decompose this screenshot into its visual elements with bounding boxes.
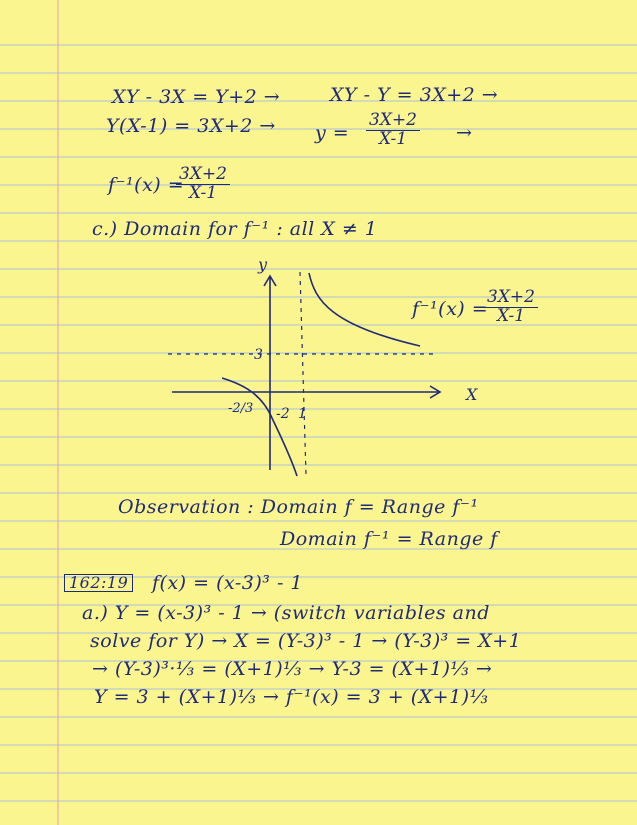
derivation-line1-left: XY - 3X = Y+2 → [112, 86, 281, 108]
label-neg-two: -2 [276, 406, 290, 422]
derivation-line2-left: Y(X-1) = 3X+2 → [106, 115, 276, 137]
derivation-fraction-denominator: X-1 [378, 128, 408, 149]
inverse-denominator: X-1 [188, 182, 218, 203]
problem-statement: f(x) = (x-3)³ - 1 [152, 572, 303, 594]
label-one: 1 [298, 406, 307, 422]
graph-formula-label: f⁻¹(x) = [412, 298, 489, 320]
derivation-fraction-numerator: 3X+2 [366, 112, 420, 131]
label-neg-two-thirds: -2/3 [228, 401, 254, 416]
y-axis-label: y [258, 255, 268, 274]
problem-tag: 162:19 [64, 574, 133, 592]
problem-line-d: Y = 3 + (X+1)⅓ → f⁻¹(x) = 3 + (X+1)⅓ [94, 686, 489, 708]
graph-formula-numerator: 3X+2 [484, 289, 538, 308]
observation-line2: Domain f⁻¹ = Range f [280, 528, 498, 550]
problem-line-b: solve for Y) → X = (Y-3)³ - 1 → (Y-3)³ = X+1 [90, 630, 522, 652]
x-axis-label: X [466, 385, 478, 404]
derivation-y-label: y = [315, 122, 350, 144]
graph-formula-fraction [484, 289, 538, 326]
problem-line-c: → (Y-3)³·⅓ = (X+1)⅓ → Y-3 = (X+1)⅓ → [92, 658, 493, 680]
problem-line-a: a.) Y = (x-3)³ - 1 → (switch variables and [82, 602, 490, 624]
domain-statement: c.) Domain for f⁻¹ : all X ≠ 1 [92, 218, 378, 240]
inverse-numerator: 3X+2 [176, 166, 230, 185]
derivation-arrow: → [456, 122, 473, 144]
curve-right-branch [309, 273, 420, 346]
graph-formula-denominator: X-1 [496, 305, 526, 326]
label-three: 3 [254, 347, 263, 363]
observation-line1: Observation : Domain f = Range f⁻¹ [118, 496, 479, 518]
inverse-label: f⁻¹(x) = [108, 174, 185, 196]
derivation-line1-right: XY - Y = 3X+2 → [330, 84, 499, 106]
vertical-asymptote [300, 272, 306, 475]
